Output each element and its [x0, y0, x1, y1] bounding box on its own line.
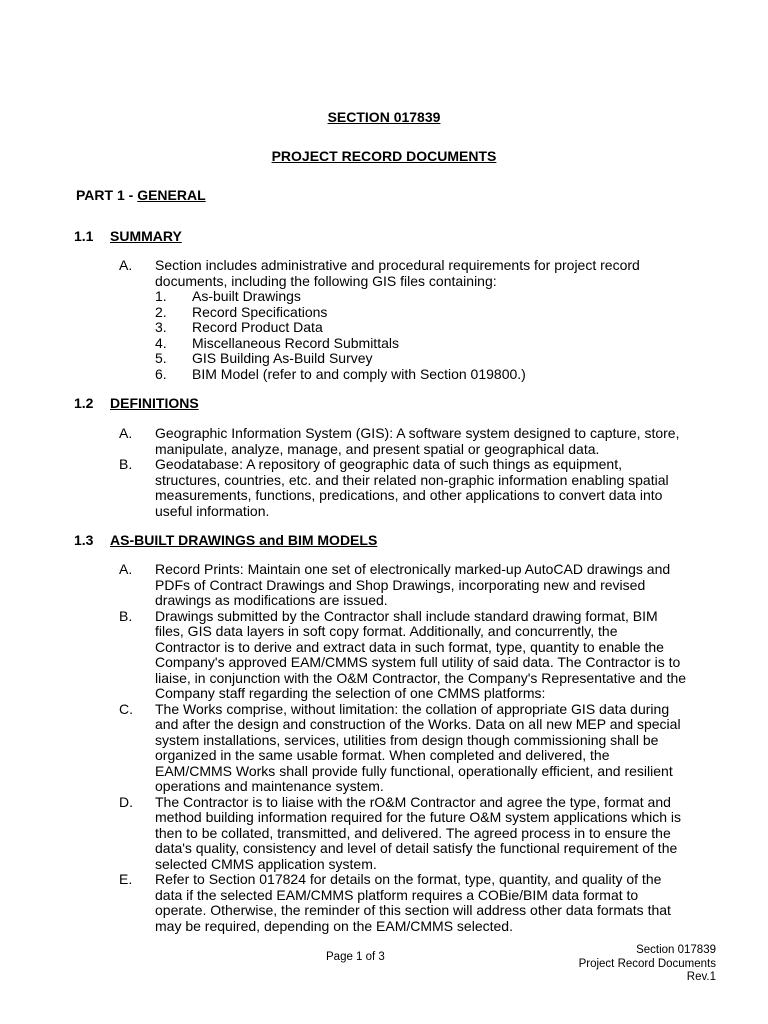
- text-line: Section includes administrative and procedural requirements for project record: [155, 257, 640, 273]
- item-text: [155, 872, 719, 934]
- footer-title: Project Record Documents: [578, 957, 716, 970]
- text-line: system installations, services, utilities from design though commissioning shall be: [155, 731, 659, 748]
- text-line: Refer to Section 017824 for details on the format, type, quantity, and quality of the: [155, 871, 662, 887]
- text-line: Contractor is to derive and extract data in such format, type, quantity to enable the: [155, 638, 664, 655]
- sub-item-text: GIS Building As-Build Survey: [192, 350, 373, 366]
- sub-item-number: 4.: [155, 334, 167, 351]
- text-line: Company's approved EAM/CMMS system full utility of said data. The Contractor is to: [155, 654, 681, 670]
- sub-item-text: Record Specifications: [192, 303, 328, 320]
- summary-list: [119, 258, 719, 382]
- list-item: [119, 426, 719, 457]
- sub-item: [155, 305, 719, 321]
- definitions-list: [119, 426, 719, 519]
- text-line: selected CMMS application system.: [155, 855, 377, 872]
- item-text: [155, 795, 719, 873]
- text-line: organized in the same usable format. When completed and delivered, the: [155, 747, 610, 763]
- item-label: B.: [119, 456, 133, 472]
- section-1-2-number: 1.2: [74, 395, 94, 411]
- list-item: [119, 872, 719, 934]
- part-heading: [76, 188, 206, 204]
- text-line: then to be collated, transmitted, and delivered. The agreed process in to ensure the: [155, 824, 671, 841]
- sub-item: [155, 289, 719, 305]
- sub-item: [155, 367, 719, 383]
- section-1-2-title: DEFINITIONS: [110, 395, 199, 411]
- text-line: drawings as modifications are issued.: [155, 592, 388, 608]
- text-line: Geodatabase: A repository of geographic data of such things as equipment,: [155, 456, 622, 472]
- text-line: documents, including the following GIS files containing:: [155, 272, 497, 289]
- footer-revision: Rev.1: [686, 971, 716, 983]
- text-line: files, GIS data layers in soft copy format. Additionally, and concurrently, the: [155, 623, 618, 639]
- list-item: [119, 457, 719, 519]
- item-label: A.: [119, 257, 133, 273]
- text-line: Geographic Information System (GIS): A software system designed to capture, store,: [155, 425, 680, 441]
- as-built-list: [119, 562, 719, 934]
- sub-item-text: Miscellaneous Record Submittals: [192, 334, 399, 351]
- item-text: [155, 562, 719, 609]
- item-text: [155, 426, 719, 457]
- text-line: liaise, in conjunction with the O&M Contractor, the Company's Representative and the: [155, 669, 687, 686]
- item-label: E.: [119, 871, 133, 887]
- item-label: A.: [119, 425, 133, 441]
- text-line: data's quality, consistency and level of detail satisfy the functional requirement of the: [155, 840, 678, 856]
- list-item: [119, 702, 719, 795]
- sub-item-text: Record Product Data: [192, 319, 323, 335]
- text-line: method building information required for the future O&M system applications which is: [155, 809, 682, 825]
- text-line: The Works comprise, without limitation: the collation of appropriate GIS data during: [155, 700, 670, 717]
- list-item: [119, 562, 719, 609]
- sub-item: [155, 336, 719, 352]
- list-item: [119, 609, 719, 702]
- text-line: PDFs of Contract Drawings and Shop Drawings, incorporating new and revised: [155, 576, 646, 593]
- part-name: GENERAL: [137, 187, 206, 203]
- sub-item: [155, 320, 719, 336]
- text-line: Record Prints: Maintain one set of electronically marked-up AutoCAD drawings and: [155, 561, 671, 577]
- sub-item-number: 3.: [155, 319, 167, 335]
- section-number-heading: SECTION 017839: [327, 109, 441, 125]
- text-line: The Contractor is to liaise with the rO&M Contractor and agree the type, format and: [155, 793, 671, 810]
- text-line: Company staff regarding the selection of one CMMS platforms:: [155, 685, 546, 701]
- text-line: useful information.: [155, 502, 270, 519]
- sub-item-text: BIM Model (refer to and comply with Section 019800.): [192, 365, 526, 382]
- text-line: measurements, functions, predications, and other applications to convert data into: [155, 487, 663, 503]
- sub-item-number: 1.: [155, 288, 167, 304]
- sub-item-number: 2.: [155, 303, 167, 320]
- text-line: and after the design and construction of the Works. Data on all new MEP and special: [155, 716, 681, 732]
- sub-item-number: 5.: [155, 350, 167, 366]
- text-line: data if the selected EAM/CMMS platform requires a COBie/BIM data format to: [155, 886, 639, 903]
- sub-item: [155, 351, 719, 367]
- item-label: B.: [119, 607, 133, 624]
- text-line: operations and maintenance system.: [155, 778, 384, 794]
- sub-item-number: 6.: [155, 365, 167, 382]
- item-text: [155, 258, 719, 382]
- item-label: C.: [119, 700, 133, 717]
- item-text: [155, 457, 719, 519]
- page-number: Page 1 of 3: [326, 951, 385, 963]
- item-text: [155, 702, 719, 795]
- text-line: operate. Otherwise, the reminder of this section will address other data formats that: [155, 902, 671, 918]
- item-label: D.: [119, 793, 133, 810]
- list-item: [119, 795, 719, 873]
- section-1-3-title: AS-BUILT DRAWINGS and BIM MODELS: [110, 532, 378, 548]
- sub-item-text: As-built Drawings: [192, 288, 301, 304]
- item-label: A.: [119, 561, 133, 577]
- item-text: [155, 609, 719, 702]
- section-1-3-number: 1.3: [74, 532, 94, 548]
- section-1-1-title: SUMMARY: [110, 228, 182, 244]
- text-line: EAM/CMMS Works shall provide fully functional, operationally efficient, and resilient: [155, 762, 673, 779]
- section-1-1-number: 1.1: [74, 228, 94, 244]
- text-line: may be required, depending on the EAM/CMMS selected.: [155, 917, 513, 934]
- part-prefix: PART 1 -: [76, 187, 138, 203]
- text-line: Drawings submitted by the Contractor shall include standard drawing format, BIM: [155, 607, 658, 624]
- list-item: [119, 258, 719, 382]
- footer-document-info: [579, 944, 716, 985]
- footer-section: Section 017839: [636, 944, 716, 956]
- text-line: manipulate, analyze, manage, and present spatial or geographical data.: [155, 440, 600, 457]
- text-line: structures, countries, etc. and their related non-graphic information enabling spatial: [155, 471, 669, 488]
- document-title: PROJECT RECORD DOCUMENTS: [271, 148, 497, 164]
